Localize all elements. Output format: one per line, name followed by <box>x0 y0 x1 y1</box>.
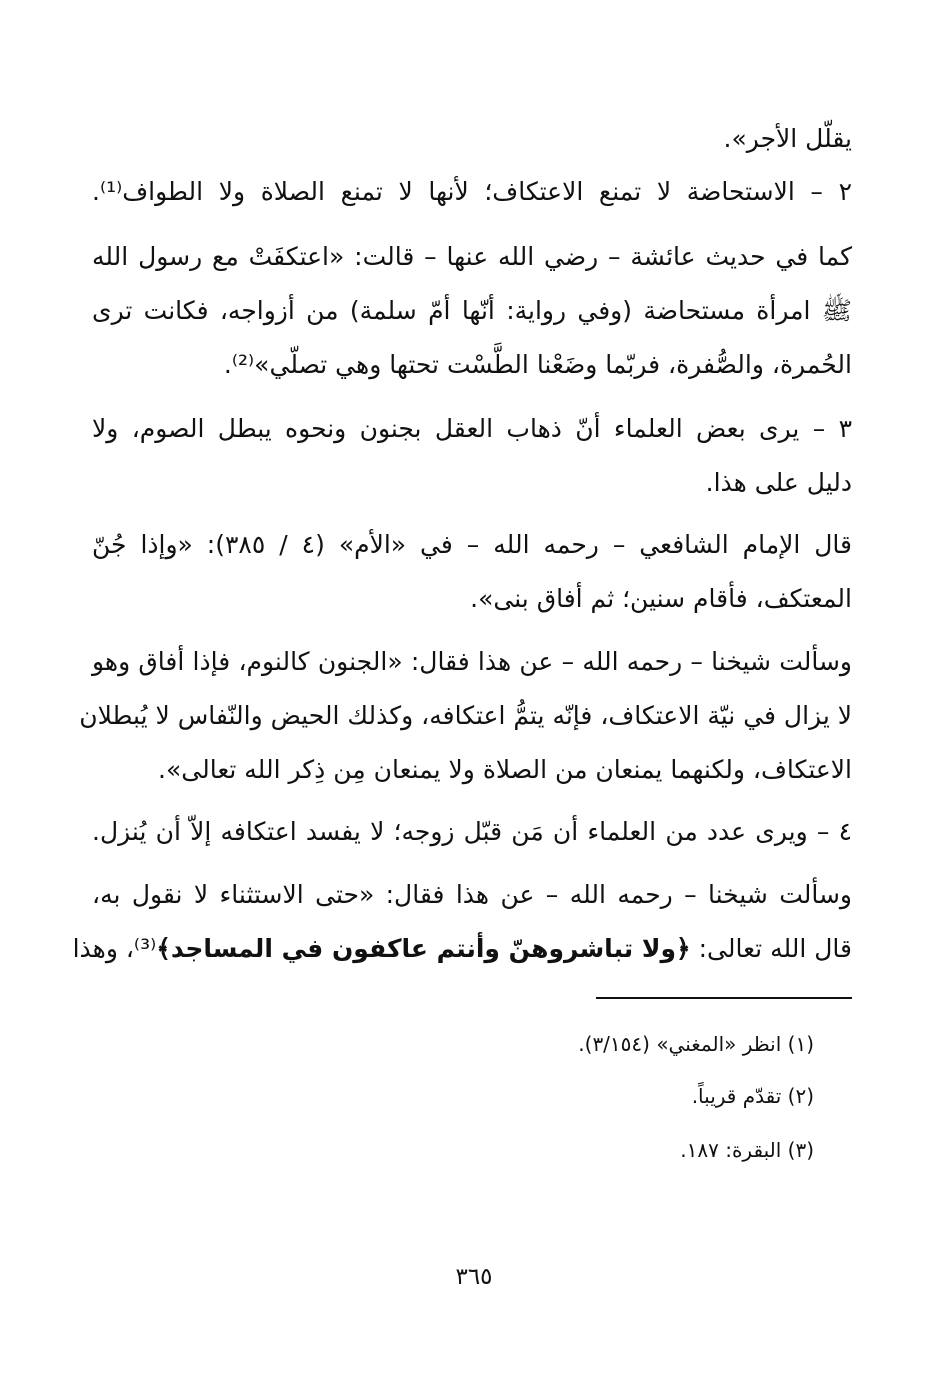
footnote-separator <box>596 997 852 999</box>
text-line: الاعتكاف، ولكنهما يمنعان من الصلاة ولا يمنعان مِن ذِكر الله تعالى». <box>158 755 852 784</box>
text-line: المعتكف، فأقام سنين؛ ثم أفاق بنى». <box>470 584 852 613</box>
text-line: دليل على هذا. <box>705 468 852 497</box>
footnote: (٢) تقدّم قريباً. <box>691 1084 814 1108</box>
text-suffix: ⁽³⁾، وهذا <box>72 934 157 963</box>
footnote: (٣) البقرة: ١٨٧. <box>680 1138 814 1162</box>
text-line: وسألت شيخنا – رحمه الله – عن هذا فقال: «الجنون كالنوم، فإذا أفاق وهو <box>92 647 852 676</box>
footnote: (١) انظر «المغني» (٣/١٥٤). <box>578 1032 814 1056</box>
text-line: ٢ – الاستحاضة لا تمنع الاعتكاف؛ لأنها لا تمنع الصلاة ولا الطواف⁽¹⁾. <box>92 177 852 206</box>
text-line: وسألت شيخنا – رحمه الله – عن هذا فقال: «حتى الاستثناء لا نقول به، <box>92 880 852 909</box>
text-line: الحُمرة، والصُّفرة، فربّما وضَعْنا الطَّسْت تحتها وهي تصلّي»⁽²⁾. <box>223 350 852 379</box>
quran-verse: ﴿ولا تباشروهنّ وأنتم عاكفون في المساجد﴾ <box>156 934 691 963</box>
text-line: كما في حديث عائشة – رضي الله عنها – قالت: «اعتكفَتْ مع رسول الله <box>92 242 852 271</box>
text-prefix: قال الله تعالى: <box>690 934 852 963</box>
text-line: قال الإمام الشافعي – رحمه الله – في «الأم» (٤ / ٣٨٥): «وإذا جُنّ <box>92 530 852 559</box>
page-number: ٣٦٥ <box>455 1264 493 1290</box>
text-line: ٣ – يرى بعض العلماء أنّ ذهاب العقل بجنون ونحوه يبطل الصوم، ولا <box>92 414 852 443</box>
text-line: ٤ – ويرى عدد من العلماء أن مَن قبّل زوجه؛ لا يفسد اعتكافه إلاّ أن يُنزل. <box>92 817 852 846</box>
text-line: يقلّل الأجر». <box>723 124 852 153</box>
text-line-quran <box>72 932 852 966</box>
text-line: لا يزال في نيّة الاعتكاف، فإنّه يتمُّ اعتكافه، وكذلك الحيض والنّفاس لا يُبطلان <box>79 701 852 730</box>
text-line: ﷺ امرأة مستحاضة (وفي رواية: أنّها أمّ سلمة) من أزواجه، فكانت ترى <box>92 296 852 325</box>
